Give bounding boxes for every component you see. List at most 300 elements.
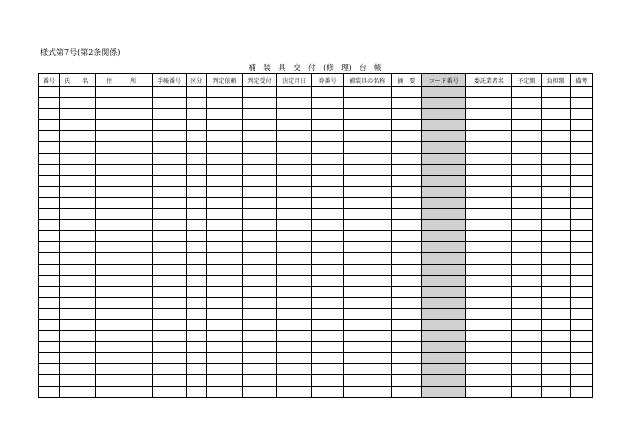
cell-category[interactable]	[186, 98, 206, 109]
cell-judgment-request[interactable]	[206, 297, 242, 308]
cell-number[interactable]	[39, 231, 60, 242]
cell-decision-date[interactable]	[277, 220, 312, 231]
cell-name[interactable]	[60, 131, 96, 142]
cell-device-name[interactable]	[343, 308, 391, 319]
cell-handbook-number[interactable]	[152, 131, 186, 142]
cell-planned-amount[interactable]	[512, 319, 541, 330]
cell-decision-date[interactable]	[277, 342, 312, 353]
cell-voucher-number[interactable]	[312, 109, 343, 120]
cell-decision-date[interactable]	[277, 264, 312, 275]
cell-voucher-number[interactable]	[312, 186, 343, 197]
cell-burden-amount[interactable]	[541, 197, 570, 208]
cell-judgment-request[interactable]	[206, 197, 242, 208]
cell-planned-amount[interactable]	[512, 386, 541, 397]
cell-planned-amount[interactable]	[512, 364, 541, 375]
cell-code-number[interactable]	[421, 153, 465, 164]
cell-burden-amount[interactable]	[541, 331, 570, 342]
cell-address[interactable]	[96, 264, 152, 275]
cell-planned-amount[interactable]	[512, 331, 541, 342]
cell-category[interactable]	[186, 297, 206, 308]
cell-judgment-request[interactable]	[206, 353, 242, 364]
cell-number[interactable]	[39, 209, 60, 220]
cell-name[interactable]	[60, 308, 96, 319]
cell-address[interactable]	[96, 142, 152, 153]
cell-remarks[interactable]	[570, 386, 592, 397]
cell-code-number[interactable]	[421, 142, 465, 153]
cell-address[interactable]	[96, 109, 152, 120]
cell-decision-date[interactable]	[277, 286, 312, 297]
cell-voucher-number[interactable]	[312, 131, 343, 142]
cell-category[interactable]	[186, 353, 206, 364]
cell-number[interactable]	[39, 342, 60, 353]
cell-handbook-number[interactable]	[152, 164, 186, 175]
cell-voucher-number[interactable]	[312, 98, 343, 109]
cell-name[interactable]	[60, 331, 96, 342]
cell-judgment-received[interactable]	[243, 109, 277, 120]
cell-summary[interactable]	[391, 87, 421, 98]
cell-handbook-number[interactable]	[152, 297, 186, 308]
cell-burden-amount[interactable]	[541, 186, 570, 197]
cell-planned-amount[interactable]	[512, 375, 541, 386]
cell-code-number[interactable]	[421, 175, 465, 186]
cell-number[interactable]	[39, 164, 60, 175]
cell-planned-amount[interactable]	[512, 342, 541, 353]
cell-address[interactable]	[96, 331, 152, 342]
cell-contractor-name[interactable]	[466, 275, 512, 286]
cell-judgment-request[interactable]	[206, 131, 242, 142]
cell-handbook-number[interactable]	[152, 220, 186, 231]
cell-judgment-received[interactable]	[243, 364, 277, 375]
cell-category[interactable]	[186, 231, 206, 242]
cell-planned-amount[interactable]	[512, 220, 541, 231]
cell-name[interactable]	[60, 231, 96, 242]
cell-voucher-number[interactable]	[312, 308, 343, 319]
cell-voucher-number[interactable]	[312, 353, 343, 364]
cell-remarks[interactable]	[570, 109, 592, 120]
cell-voucher-number[interactable]	[312, 331, 343, 342]
cell-decision-date[interactable]	[277, 253, 312, 264]
cell-handbook-number[interactable]	[152, 353, 186, 364]
cell-judgment-received[interactable]	[243, 220, 277, 231]
cell-burden-amount[interactable]	[541, 164, 570, 175]
cell-voucher-number[interactable]	[312, 386, 343, 397]
cell-judgment-request[interactable]	[206, 87, 242, 98]
cell-decision-date[interactable]	[277, 209, 312, 220]
cell-category[interactable]	[186, 253, 206, 264]
cell-contractor-name[interactable]	[466, 87, 512, 98]
cell-code-number[interactable]	[421, 98, 465, 109]
cell-judgment-request[interactable]	[206, 175, 242, 186]
cell-category[interactable]	[186, 364, 206, 375]
cell-burden-amount[interactable]	[541, 109, 570, 120]
cell-voucher-number[interactable]	[312, 153, 343, 164]
cell-burden-amount[interactable]	[541, 286, 570, 297]
cell-address[interactable]	[96, 175, 152, 186]
cell-name[interactable]	[60, 342, 96, 353]
cell-summary[interactable]	[391, 175, 421, 186]
cell-judgment-received[interactable]	[243, 253, 277, 264]
cell-device-name[interactable]	[343, 164, 391, 175]
cell-name[interactable]	[60, 353, 96, 364]
cell-contractor-name[interactable]	[466, 308, 512, 319]
cell-contractor-name[interactable]	[466, 109, 512, 120]
cell-decision-date[interactable]	[277, 142, 312, 153]
cell-judgment-request[interactable]	[206, 319, 242, 330]
cell-name[interactable]	[60, 164, 96, 175]
cell-judgment-request[interactable]	[206, 286, 242, 297]
cell-category[interactable]	[186, 209, 206, 220]
cell-judgment-received[interactable]	[243, 175, 277, 186]
cell-remarks[interactable]	[570, 231, 592, 242]
cell-address[interactable]	[96, 375, 152, 386]
cell-planned-amount[interactable]	[512, 275, 541, 286]
cell-number[interactable]	[39, 109, 60, 120]
cell-summary[interactable]	[391, 109, 421, 120]
cell-voucher-number[interactable]	[312, 175, 343, 186]
cell-handbook-number[interactable]	[152, 386, 186, 397]
cell-judgment-request[interactable]	[206, 364, 242, 375]
cell-voucher-number[interactable]	[312, 275, 343, 286]
cell-summary[interactable]	[391, 98, 421, 109]
cell-number[interactable]	[39, 131, 60, 142]
cell-device-name[interactable]	[343, 197, 391, 208]
cell-burden-amount[interactable]	[541, 297, 570, 308]
cell-address[interactable]	[96, 186, 152, 197]
cell-judgment-received[interactable]	[243, 386, 277, 397]
cell-planned-amount[interactable]	[512, 353, 541, 364]
cell-decision-date[interactable]	[277, 231, 312, 242]
cell-handbook-number[interactable]	[152, 231, 186, 242]
cell-address[interactable]	[96, 220, 152, 231]
cell-device-name[interactable]	[343, 297, 391, 308]
cell-planned-amount[interactable]	[512, 131, 541, 142]
cell-planned-amount[interactable]	[512, 186, 541, 197]
cell-remarks[interactable]	[570, 186, 592, 197]
cell-contractor-name[interactable]	[466, 98, 512, 109]
cell-code-number[interactable]	[421, 331, 465, 342]
cell-category[interactable]	[186, 286, 206, 297]
cell-burden-amount[interactable]	[541, 342, 570, 353]
cell-handbook-number[interactable]	[152, 153, 186, 164]
cell-decision-date[interactable]	[277, 331, 312, 342]
cell-number[interactable]	[39, 364, 60, 375]
cell-address[interactable]	[96, 297, 152, 308]
cell-voucher-number[interactable]	[312, 242, 343, 253]
cell-summary[interactable]	[391, 375, 421, 386]
cell-number[interactable]	[39, 186, 60, 197]
cell-judgment-request[interactable]	[206, 308, 242, 319]
cell-device-name[interactable]	[343, 220, 391, 231]
cell-number[interactable]	[39, 319, 60, 330]
cell-summary[interactable]	[391, 331, 421, 342]
cell-judgment-received[interactable]	[243, 342, 277, 353]
cell-handbook-number[interactable]	[152, 209, 186, 220]
cell-planned-amount[interactable]	[512, 297, 541, 308]
cell-device-name[interactable]	[343, 353, 391, 364]
cell-summary[interactable]	[391, 209, 421, 220]
cell-remarks[interactable]	[570, 142, 592, 153]
cell-voucher-number[interactable]	[312, 197, 343, 208]
cell-contractor-name[interactable]	[466, 331, 512, 342]
cell-device-name[interactable]	[343, 242, 391, 253]
cell-handbook-number[interactable]	[152, 253, 186, 264]
cell-name[interactable]	[60, 109, 96, 120]
cell-voucher-number[interactable]	[312, 220, 343, 231]
cell-remarks[interactable]	[570, 253, 592, 264]
cell-summary[interactable]	[391, 353, 421, 364]
cell-category[interactable]	[186, 175, 206, 186]
cell-name[interactable]	[60, 175, 96, 186]
cell-category[interactable]	[186, 264, 206, 275]
cell-address[interactable]	[96, 242, 152, 253]
cell-decision-date[interactable]	[277, 375, 312, 386]
cell-remarks[interactable]	[570, 197, 592, 208]
cell-planned-amount[interactable]	[512, 142, 541, 153]
cell-judgment-received[interactable]	[243, 275, 277, 286]
cell-burden-amount[interactable]	[541, 253, 570, 264]
cell-burden-amount[interactable]	[541, 364, 570, 375]
cell-code-number[interactable]	[421, 275, 465, 286]
cell-number[interactable]	[39, 197, 60, 208]
cell-category[interactable]	[186, 164, 206, 175]
cell-judgment-received[interactable]	[243, 308, 277, 319]
cell-device-name[interactable]	[343, 342, 391, 353]
cell-judgment-request[interactable]	[206, 231, 242, 242]
cell-address[interactable]	[96, 120, 152, 131]
cell-handbook-number[interactable]	[152, 319, 186, 330]
cell-contractor-name[interactable]	[466, 197, 512, 208]
cell-contractor-name[interactable]	[466, 120, 512, 131]
cell-planned-amount[interactable]	[512, 120, 541, 131]
cell-burden-amount[interactable]	[541, 175, 570, 186]
cell-code-number[interactable]	[421, 264, 465, 275]
cell-code-number[interactable]	[421, 242, 465, 253]
cell-name[interactable]	[60, 242, 96, 253]
cell-decision-date[interactable]	[277, 98, 312, 109]
cell-name[interactable]	[60, 220, 96, 231]
cell-summary[interactable]	[391, 142, 421, 153]
cell-code-number[interactable]	[421, 297, 465, 308]
cell-judgment-received[interactable]	[243, 331, 277, 342]
cell-decision-date[interactable]	[277, 275, 312, 286]
cell-device-name[interactable]	[343, 209, 391, 220]
cell-name[interactable]	[60, 297, 96, 308]
cell-planned-amount[interactable]	[512, 175, 541, 186]
cell-code-number[interactable]	[421, 353, 465, 364]
cell-name[interactable]	[60, 98, 96, 109]
cell-number[interactable]	[39, 353, 60, 364]
cell-device-name[interactable]	[343, 153, 391, 164]
cell-judgment-request[interactable]	[206, 253, 242, 264]
cell-handbook-number[interactable]	[152, 186, 186, 197]
cell-code-number[interactable]	[421, 186, 465, 197]
cell-handbook-number[interactable]	[152, 342, 186, 353]
cell-judgment-received[interactable]	[243, 131, 277, 142]
cell-decision-date[interactable]	[277, 131, 312, 142]
cell-category[interactable]	[186, 220, 206, 231]
cell-device-name[interactable]	[343, 98, 391, 109]
cell-device-name[interactable]	[343, 109, 391, 120]
cell-code-number[interactable]	[421, 120, 465, 131]
cell-voucher-number[interactable]	[312, 286, 343, 297]
cell-name[interactable]	[60, 87, 96, 98]
cell-decision-date[interactable]	[277, 109, 312, 120]
cell-planned-amount[interactable]	[512, 98, 541, 109]
cell-judgment-received[interactable]	[243, 142, 277, 153]
cell-contractor-name[interactable]	[466, 131, 512, 142]
cell-decision-date[interactable]	[277, 120, 312, 131]
cell-judgment-received[interactable]	[243, 286, 277, 297]
cell-decision-date[interactable]	[277, 297, 312, 308]
cell-device-name[interactable]	[343, 286, 391, 297]
cell-judgment-received[interactable]	[243, 87, 277, 98]
cell-summary[interactable]	[391, 275, 421, 286]
cell-remarks[interactable]	[570, 297, 592, 308]
cell-judgment-received[interactable]	[243, 197, 277, 208]
cell-device-name[interactable]	[343, 87, 391, 98]
cell-name[interactable]	[60, 197, 96, 208]
cell-judgment-received[interactable]	[243, 164, 277, 175]
cell-remarks[interactable]	[570, 120, 592, 131]
cell-summary[interactable]	[391, 297, 421, 308]
cell-remarks[interactable]	[570, 375, 592, 386]
cell-category[interactable]	[186, 308, 206, 319]
cell-address[interactable]	[96, 131, 152, 142]
cell-code-number[interactable]	[421, 197, 465, 208]
cell-code-number[interactable]	[421, 319, 465, 330]
cell-number[interactable]	[39, 153, 60, 164]
cell-judgment-request[interactable]	[206, 153, 242, 164]
cell-address[interactable]	[96, 386, 152, 397]
cell-burden-amount[interactable]	[541, 353, 570, 364]
cell-address[interactable]	[96, 342, 152, 353]
cell-address[interactable]	[96, 353, 152, 364]
cell-judgment-received[interactable]	[243, 153, 277, 164]
cell-voucher-number[interactable]	[312, 231, 343, 242]
cell-judgment-request[interactable]	[206, 342, 242, 353]
cell-device-name[interactable]	[343, 175, 391, 186]
cell-judgment-received[interactable]	[243, 231, 277, 242]
cell-address[interactable]	[96, 197, 152, 208]
cell-decision-date[interactable]	[277, 87, 312, 98]
cell-voucher-number[interactable]	[312, 253, 343, 264]
cell-category[interactable]	[186, 331, 206, 342]
cell-name[interactable]	[60, 319, 96, 330]
cell-planned-amount[interactable]	[512, 231, 541, 242]
cell-number[interactable]	[39, 308, 60, 319]
cell-remarks[interactable]	[570, 153, 592, 164]
cell-voucher-number[interactable]	[312, 87, 343, 98]
cell-category[interactable]	[186, 197, 206, 208]
cell-judgment-request[interactable]	[206, 109, 242, 120]
cell-burden-amount[interactable]	[541, 142, 570, 153]
cell-remarks[interactable]	[570, 175, 592, 186]
cell-remarks[interactable]	[570, 131, 592, 142]
cell-device-name[interactable]	[343, 386, 391, 397]
cell-handbook-number[interactable]	[152, 275, 186, 286]
cell-address[interactable]	[96, 308, 152, 319]
cell-judgment-received[interactable]	[243, 353, 277, 364]
cell-burden-amount[interactable]	[541, 231, 570, 242]
cell-code-number[interactable]	[421, 375, 465, 386]
cell-category[interactable]	[186, 142, 206, 153]
cell-judgment-request[interactable]	[206, 331, 242, 342]
cell-number[interactable]	[39, 220, 60, 231]
cell-handbook-number[interactable]	[152, 87, 186, 98]
cell-category[interactable]	[186, 375, 206, 386]
cell-judgment-request[interactable]	[206, 220, 242, 231]
cell-summary[interactable]	[391, 220, 421, 231]
cell-remarks[interactable]	[570, 264, 592, 275]
cell-device-name[interactable]	[343, 131, 391, 142]
cell-address[interactable]	[96, 275, 152, 286]
cell-remarks[interactable]	[570, 220, 592, 231]
cell-address[interactable]	[96, 209, 152, 220]
cell-judgment-received[interactable]	[243, 209, 277, 220]
cell-contractor-name[interactable]	[466, 142, 512, 153]
cell-voucher-number[interactable]	[312, 342, 343, 353]
cell-burden-amount[interactable]	[541, 386, 570, 397]
cell-number[interactable]	[39, 286, 60, 297]
cell-planned-amount[interactable]	[512, 109, 541, 120]
cell-summary[interactable]	[391, 386, 421, 397]
cell-address[interactable]	[96, 319, 152, 330]
cell-voucher-number[interactable]	[312, 364, 343, 375]
cell-code-number[interactable]	[421, 342, 465, 353]
cell-code-number[interactable]	[421, 231, 465, 242]
cell-judgment-request[interactable]	[206, 275, 242, 286]
cell-code-number[interactable]	[421, 364, 465, 375]
cell-category[interactable]	[186, 109, 206, 120]
cell-contractor-name[interactable]	[466, 186, 512, 197]
cell-handbook-number[interactable]	[152, 364, 186, 375]
cell-name[interactable]	[60, 253, 96, 264]
cell-address[interactable]	[96, 286, 152, 297]
cell-judgment-request[interactable]	[206, 186, 242, 197]
cell-decision-date[interactable]	[277, 153, 312, 164]
cell-judgment-request[interactable]	[206, 142, 242, 153]
cell-planned-amount[interactable]	[512, 87, 541, 98]
cell-category[interactable]	[186, 153, 206, 164]
cell-device-name[interactable]	[343, 264, 391, 275]
cell-summary[interactable]	[391, 319, 421, 330]
cell-code-number[interactable]	[421, 209, 465, 220]
cell-number[interactable]	[39, 297, 60, 308]
cell-name[interactable]	[60, 275, 96, 286]
cell-device-name[interactable]	[343, 319, 391, 330]
cell-handbook-number[interactable]	[152, 331, 186, 342]
cell-remarks[interactable]	[570, 286, 592, 297]
cell-device-name[interactable]	[343, 142, 391, 153]
cell-handbook-number[interactable]	[152, 120, 186, 131]
cell-judgment-received[interactable]	[243, 375, 277, 386]
cell-name[interactable]	[60, 209, 96, 220]
cell-burden-amount[interactable]	[541, 153, 570, 164]
cell-code-number[interactable]	[421, 253, 465, 264]
cell-code-number[interactable]	[421, 286, 465, 297]
cell-handbook-number[interactable]	[152, 264, 186, 275]
cell-category[interactable]	[186, 275, 206, 286]
cell-decision-date[interactable]	[277, 308, 312, 319]
cell-handbook-number[interactable]	[152, 175, 186, 186]
cell-burden-amount[interactable]	[541, 87, 570, 98]
cell-device-name[interactable]	[343, 120, 391, 131]
cell-device-name[interactable]	[343, 275, 391, 286]
cell-burden-amount[interactable]	[541, 120, 570, 131]
cell-planned-amount[interactable]	[512, 253, 541, 264]
cell-code-number[interactable]	[421, 109, 465, 120]
cell-number[interactable]	[39, 87, 60, 98]
